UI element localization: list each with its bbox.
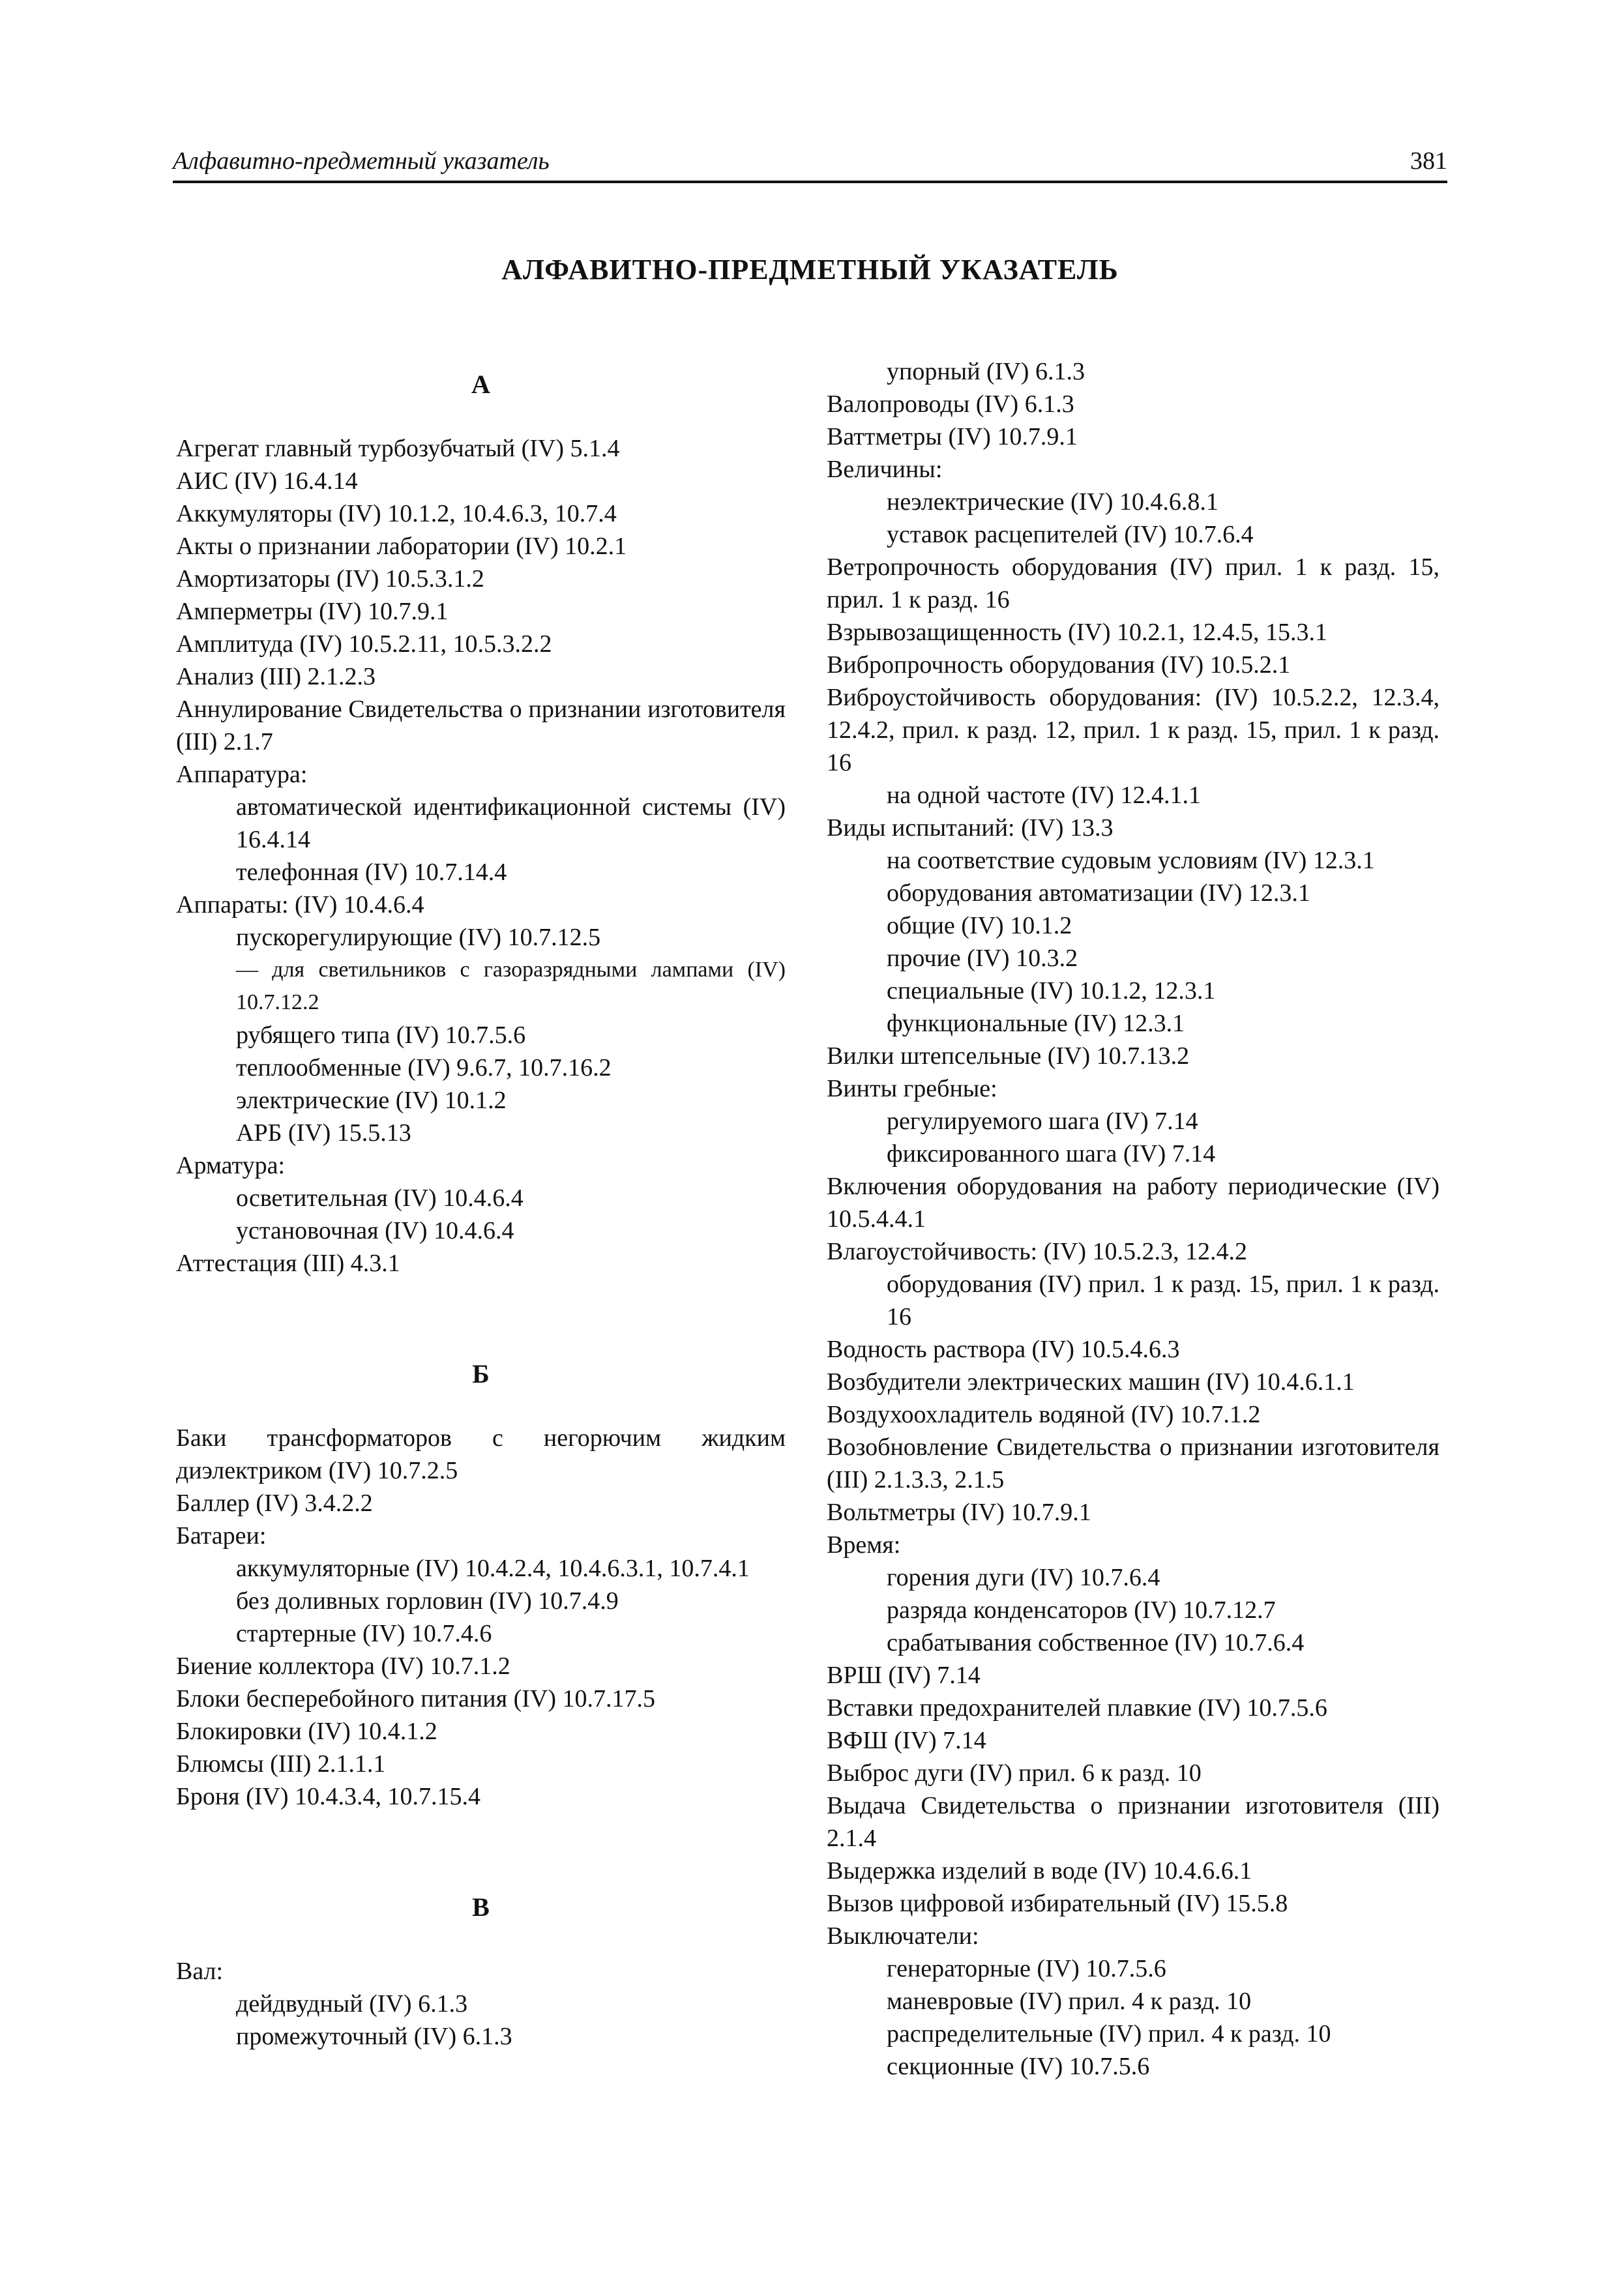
index-entry: Водность раствора (IV) 10.5.4.6.3 [827, 1336, 1180, 1363]
index-subentry: АРБ (IV) 15.5.13 [236, 1119, 411, 1147]
index-entry: Виды испытаний: (IV) 13.3 [827, 814, 1114, 842]
index-entry: Вольтметры (IV) 10.7.9.1 [827, 1499, 1091, 1526]
index-entry: Выдача Свидетельства о признании изготовителя (III) 2.1.4 [827, 1792, 1439, 1852]
index-entry: Выброс дуги (IV) прил. 6 к разд. 10 [827, 1759, 1202, 1787]
index-entry: ВРШ (IV) 7.14 [827, 1662, 981, 1689]
index-entry: АИС (IV) 16.4.14 [176, 467, 358, 495]
index-subentry: стартерные (IV) 10.7.4.6 [236, 1620, 492, 1647]
index-entry: Выключатели: [827, 1922, 979, 1950]
index-subentry: промежуточный (IV) 6.1.3 [236, 2023, 512, 2050]
index-subentry: специальные (IV) 10.1.2, 12.3.1 [887, 977, 1216, 1005]
index-entry: Блоки бесперебойного питания (IV) 10.7.17.5 [176, 1685, 655, 1712]
index-entry: Вибропрочность оборудования (IV) 10.5.2.1 [827, 651, 1291, 679]
index-subentry: осветительная (IV) 10.4.6.4 [236, 1184, 524, 1212]
index-entry: Блокировки (IV) 10.4.1.2 [176, 1718, 437, 1745]
index-entry: Аккумуляторы (IV) 10.1.2, 10.4.6.3, 10.7.4 [176, 500, 617, 527]
index-subentry: генераторные (IV) 10.7.5.6 [887, 1955, 1166, 1982]
page-header [173, 147, 1447, 181]
index-subentry: на одной частоте (IV) 12.4.1.1 [887, 782, 1201, 809]
index-subentry: — для светильников с газоразрядными лампами (IV) 10.7.12.2 [236, 958, 786, 1014]
index-subentry: электрические (IV) 10.1.2 [236, 1087, 507, 1114]
index-entry: Ваттметры (IV) 10.7.9.1 [827, 423, 1078, 450]
index-entry: Включения оборудования на работу периодические (IV) 10.5.4.4.1 [827, 1173, 1439, 1233]
index-entry: Блюмсы (III) 2.1.1.1 [176, 1750, 386, 1778]
index-entry: Аннулирование Свидетельства о признании изготовителя (III) 2.1.7 [176, 696, 786, 756]
page-number: 381 [1410, 147, 1447, 175]
index-entry: Вилки штепсельные (IV) 10.7.13.2 [827, 1042, 1190, 1070]
page-title: АЛФАВИТНО-ПРЕДМЕТНЫЙ УКАЗАТЕЛЬ [501, 254, 1119, 286]
index-entry: Влагоустойчивость: (IV) 10.5.2.3, 12.4.2 [827, 1238, 1248, 1265]
index-subentry: оборудования (IV) прил. 1 к разд. 15, прил. 1 к разд. 16 [887, 1271, 1439, 1330]
index-entry: Аппараты: (IV) 10.4.6.4 [176, 891, 424, 918]
index-entry: Амперметры (IV) 10.7.9.1 [176, 598, 449, 625]
index-subentry: неэлектрические (IV) 10.4.6.8.1 [887, 488, 1218, 516]
left-column [176, 355, 786, 2053]
index-subentry: функциональные (IV) 12.3.1 [887, 1010, 1185, 1037]
header-rule [173, 181, 1447, 183]
index-entry: Биение коллектора (IV) 10.7.1.2 [176, 1653, 510, 1680]
index-subentry: секционные (IV) 10.7.5.6 [887, 2053, 1150, 2080]
index-subentry: дейдвудный (IV) 6.1.3 [236, 1990, 468, 2018]
index-entry: Возбудители электрических машин (IV) 10.4.6.1.1 [827, 1368, 1355, 1396]
index-subentry: общие (IV) 10.1.2 [887, 912, 1072, 939]
index-subentry: без доливных горловин (IV) 10.7.4.9 [236, 1587, 619, 1615]
index-subentry: упорный (IV) 6.1.3 [887, 358, 1085, 385]
index-subentry: оборудования автоматизации (IV) 12.3.1 [887, 879, 1310, 907]
index-entry: Амплитуда (IV) 10.5.2.11, 10.5.3.2.2 [176, 630, 552, 658]
index-entry: Ветропрочность оборудования (IV) прил. 1 к разд. 15, прил. 1 к разд. 16 [827, 553, 1439, 613]
index-entry: Выдержка изделий в воде (IV) 10.4.6.6.1 [827, 1857, 1252, 1885]
index-entry: Валопроводы (IV) 6.1.3 [827, 390, 1074, 418]
index-subentry: распределительные (IV) прил. 4 к разд. 10 [887, 2020, 1331, 2048]
index-subentry: уставок расцепителей (IV) 10.7.6.4 [887, 521, 1254, 548]
index-subentry: рубящего типа (IV) 10.7.5.6 [236, 1021, 526, 1049]
index-subentry: срабатывания собственное (IV) 10.7.6.4 [887, 1629, 1305, 1656]
index-subentry: фиксированного шага (IV) 7.14 [887, 1140, 1216, 1168]
section-letter-v: В [472, 1892, 490, 1922]
index-entry: Величины: [827, 456, 943, 483]
index-entry: Анализ (III) 2.1.2.3 [176, 663, 376, 690]
section-letter-b: Б [472, 1359, 490, 1388]
index-entry: Взрывозащищенность (IV) 10.2.1, 12.4.5, 15.3.1 [827, 619, 1327, 646]
index-entry: Батареи: [176, 1522, 267, 1550]
index-entry: Баллер (IV) 3.4.2.2 [176, 1490, 373, 1517]
index-entry: Вставки предохранителей плавкие (IV) 10.7.5.6 [827, 1694, 1327, 1722]
index-subentry: теплообменные (IV) 9.6.7, 10.7.16.2 [236, 1054, 612, 1081]
index-entry: Винты гребные: [827, 1075, 997, 1102]
section-letter-a: А [471, 370, 490, 399]
index-subentry: автоматической идентификационной системы (IV) 16.4.14 [236, 793, 786, 853]
index-entry: Амортизаторы (IV) 10.5.3.1.2 [176, 565, 484, 593]
index-subentry: пускорегулирующие (IV) 10.7.12.5 [236, 924, 601, 951]
index-entry: Акты о признании лаборатории (IV) 10.2.1 [176, 533, 627, 560]
index-subentry: аккумуляторные (IV) 10.4.2.4, 10.4.6.3.1, 10.7.4.1 [236, 1555, 750, 1582]
index-entry: Виброустойчивость оборудования: (IV) 10.5.2.2, 12.3.4, 12.4.2, прил. к разд. 12, прил. 1 к разд. 15, прил. 1 к разд. 16 [827, 684, 1439, 776]
index-subentry: горения дуги (IV) 10.7.6.4 [887, 1564, 1160, 1591]
index-entry: Броня (IV) 10.4.3.4, 10.7.15.4 [176, 1783, 481, 1810]
index-subentry: регулируемого шага (IV) 7.14 [887, 1108, 1198, 1135]
index-entry: Аппаратура: [176, 761, 308, 788]
index-subentry: маневровые (IV) прил. 4 к разд. 10 [887, 1988, 1252, 2015]
index-entry: Вал: [176, 1958, 224, 1985]
index-entry: Баки трансформаторов с негорючим жидким диэлектриком (IV) 10.7.2.5 [176, 1424, 786, 1484]
index-subentry: телефонная (IV) 10.7.14.4 [236, 859, 507, 886]
index-entry: Аттестация (III) 4.3.1 [176, 1250, 400, 1277]
index-subentry: на соответствие судовым условиям (IV) 12.3.1 [887, 847, 1375, 874]
index-entry: Возобновление Свидетельства о признании изготовителя (III) 2.1.3.3, 2.1.5 [827, 1433, 1439, 1493]
index-subentry: разряда конденсаторов (IV) 10.7.12.7 [887, 1596, 1276, 1624]
right-column [827, 355, 1439, 2083]
index-entry: Вызов цифровой избирательный (IV) 15.5.8 [827, 1890, 1288, 1917]
index-subentry: установочная (IV) 10.4.6.4 [236, 1217, 514, 1244]
index-entry: ВФШ (IV) 7.14 [827, 1727, 986, 1754]
index-entry: Воздухоохладитель водяной (IV) 10.7.1.2 [827, 1401, 1261, 1428]
running-title: Алфавитно-предметный указатель [173, 147, 550, 175]
index-subentry: прочие (IV) 10.3.2 [887, 945, 1078, 972]
index-entry: Арматура: [176, 1152, 286, 1179]
index-entry: Агрегат главный турбозубчатый (IV) 5.1.4 [176, 435, 620, 462]
index-entry: Время: [827, 1531, 901, 1559]
